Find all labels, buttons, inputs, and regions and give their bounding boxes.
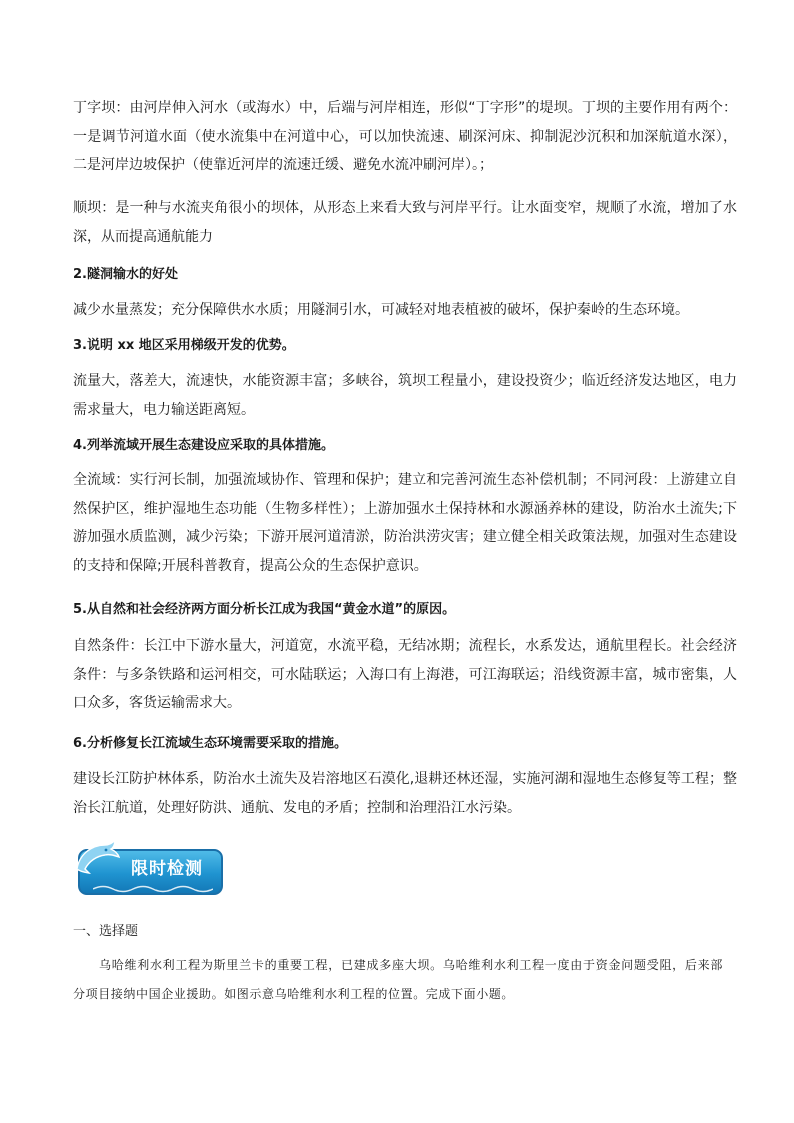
answer-3: 流量大，落差大，流速快，水能资源丰富；多峡谷，筑坝工程量小，建设投资少；临近经济发达地区，电力需求量大，电力输送距离短。 — [73, 373, 737, 418]
wave-icon — [93, 883, 213, 893]
section-title: 一、选择题 — [73, 924, 139, 939]
paragraph-shunba: 顺坝：是一种与水流夹角很小的坝体，从形态上来看大致与河岸平行。让水面变窄，规顺了水流，增加了水深，从而提高通航能力 — [73, 200, 737, 245]
question-heading-5: 5.从自然和社会经济两方面分析长江成为我国“黄金水道”的原因。 — [73, 602, 456, 617]
answer-6: 建设长江防护林体系，防治水土流失及岩溶地区石漠化,退耕还林还湿，实施河湖和湿地生态修复等工程；整治长江航道，处理好防洪、通航、发电的矛盾；控制和治理沿江水污染。 — [73, 771, 737, 816]
answer-5: 自然条件：长江中下游水量大，河道宽，水流平稳，无结冰期；流程长，水系发达，通航里程长。社会经济条件：与多条铁路和运河相交，可水陆联运；入海口有上海港，可江海联运；沿线资源丰富，城市密集，人口众多，客货运输需求大。 — [73, 638, 737, 711]
dolphin-icon — [73, 839, 121, 875]
question-heading-3: 3.说明 xx 地区采用梯级开发的优势。 — [73, 338, 295, 353]
question-heading-6: 6.分析修复长江流域生态环境需要采取的措施。 — [73, 736, 347, 751]
badge-label: 限时检测 — [131, 859, 203, 879]
answer-2: 减少水量蒸发；充分保障供水水质；用隧洞引水，可减轻对地表植被的破坏，保护秦岭的生态环境。 — [73, 302, 689, 318]
question-heading-4: 4.列举流域开展生态建设应采取的具体措施。 — [73, 438, 334, 453]
answer-4: 全流域：实行河长制，加强流域协作、管理和保护；建立和完善河流生态补偿机制；不同河段：上游建立自然保护区，维护湿地生态功能（生物多样性）；上游加强水土保持林和水源涵养林的建设，防治水土流失;下游加强水质监测，减少污染；下游开展河道清淤，防治洪涝灾害；建立健全相关政策法规，加强对生态建设的支持和保障;开展科普教育，提高公众的生态保护意识。 — [73, 472, 737, 574]
section-badge — [73, 839, 225, 897]
paragraph-dingziba: 丁字坝：由河岸伸入河水（或海水）中，后端与河岸相连，形似“丁字形”的堤坝。丁坝的主要作用有两个：一是调节河道水面（使水流集中在河道中心，可以加快流速、刷深河床、抑制泥沙沉积和加深航道水深），二是河岸边坡保护（使靠近河岸的流速迁缓、避免水流冲刷河岸）。； — [73, 100, 737, 173]
question-heading-2: 2.隧洞输水的好处 — [73, 267, 178, 282]
question-stem: 乌哈维利水利工程为斯里兰卡的重要工程，已建成多座大坝。乌哈维利水利工程一度由于资金问题受阻，后来部分项目接纳中国企业援助。如图示意乌哈维利水利工程的位置。完成下面小题。 — [73, 958, 723, 1001]
